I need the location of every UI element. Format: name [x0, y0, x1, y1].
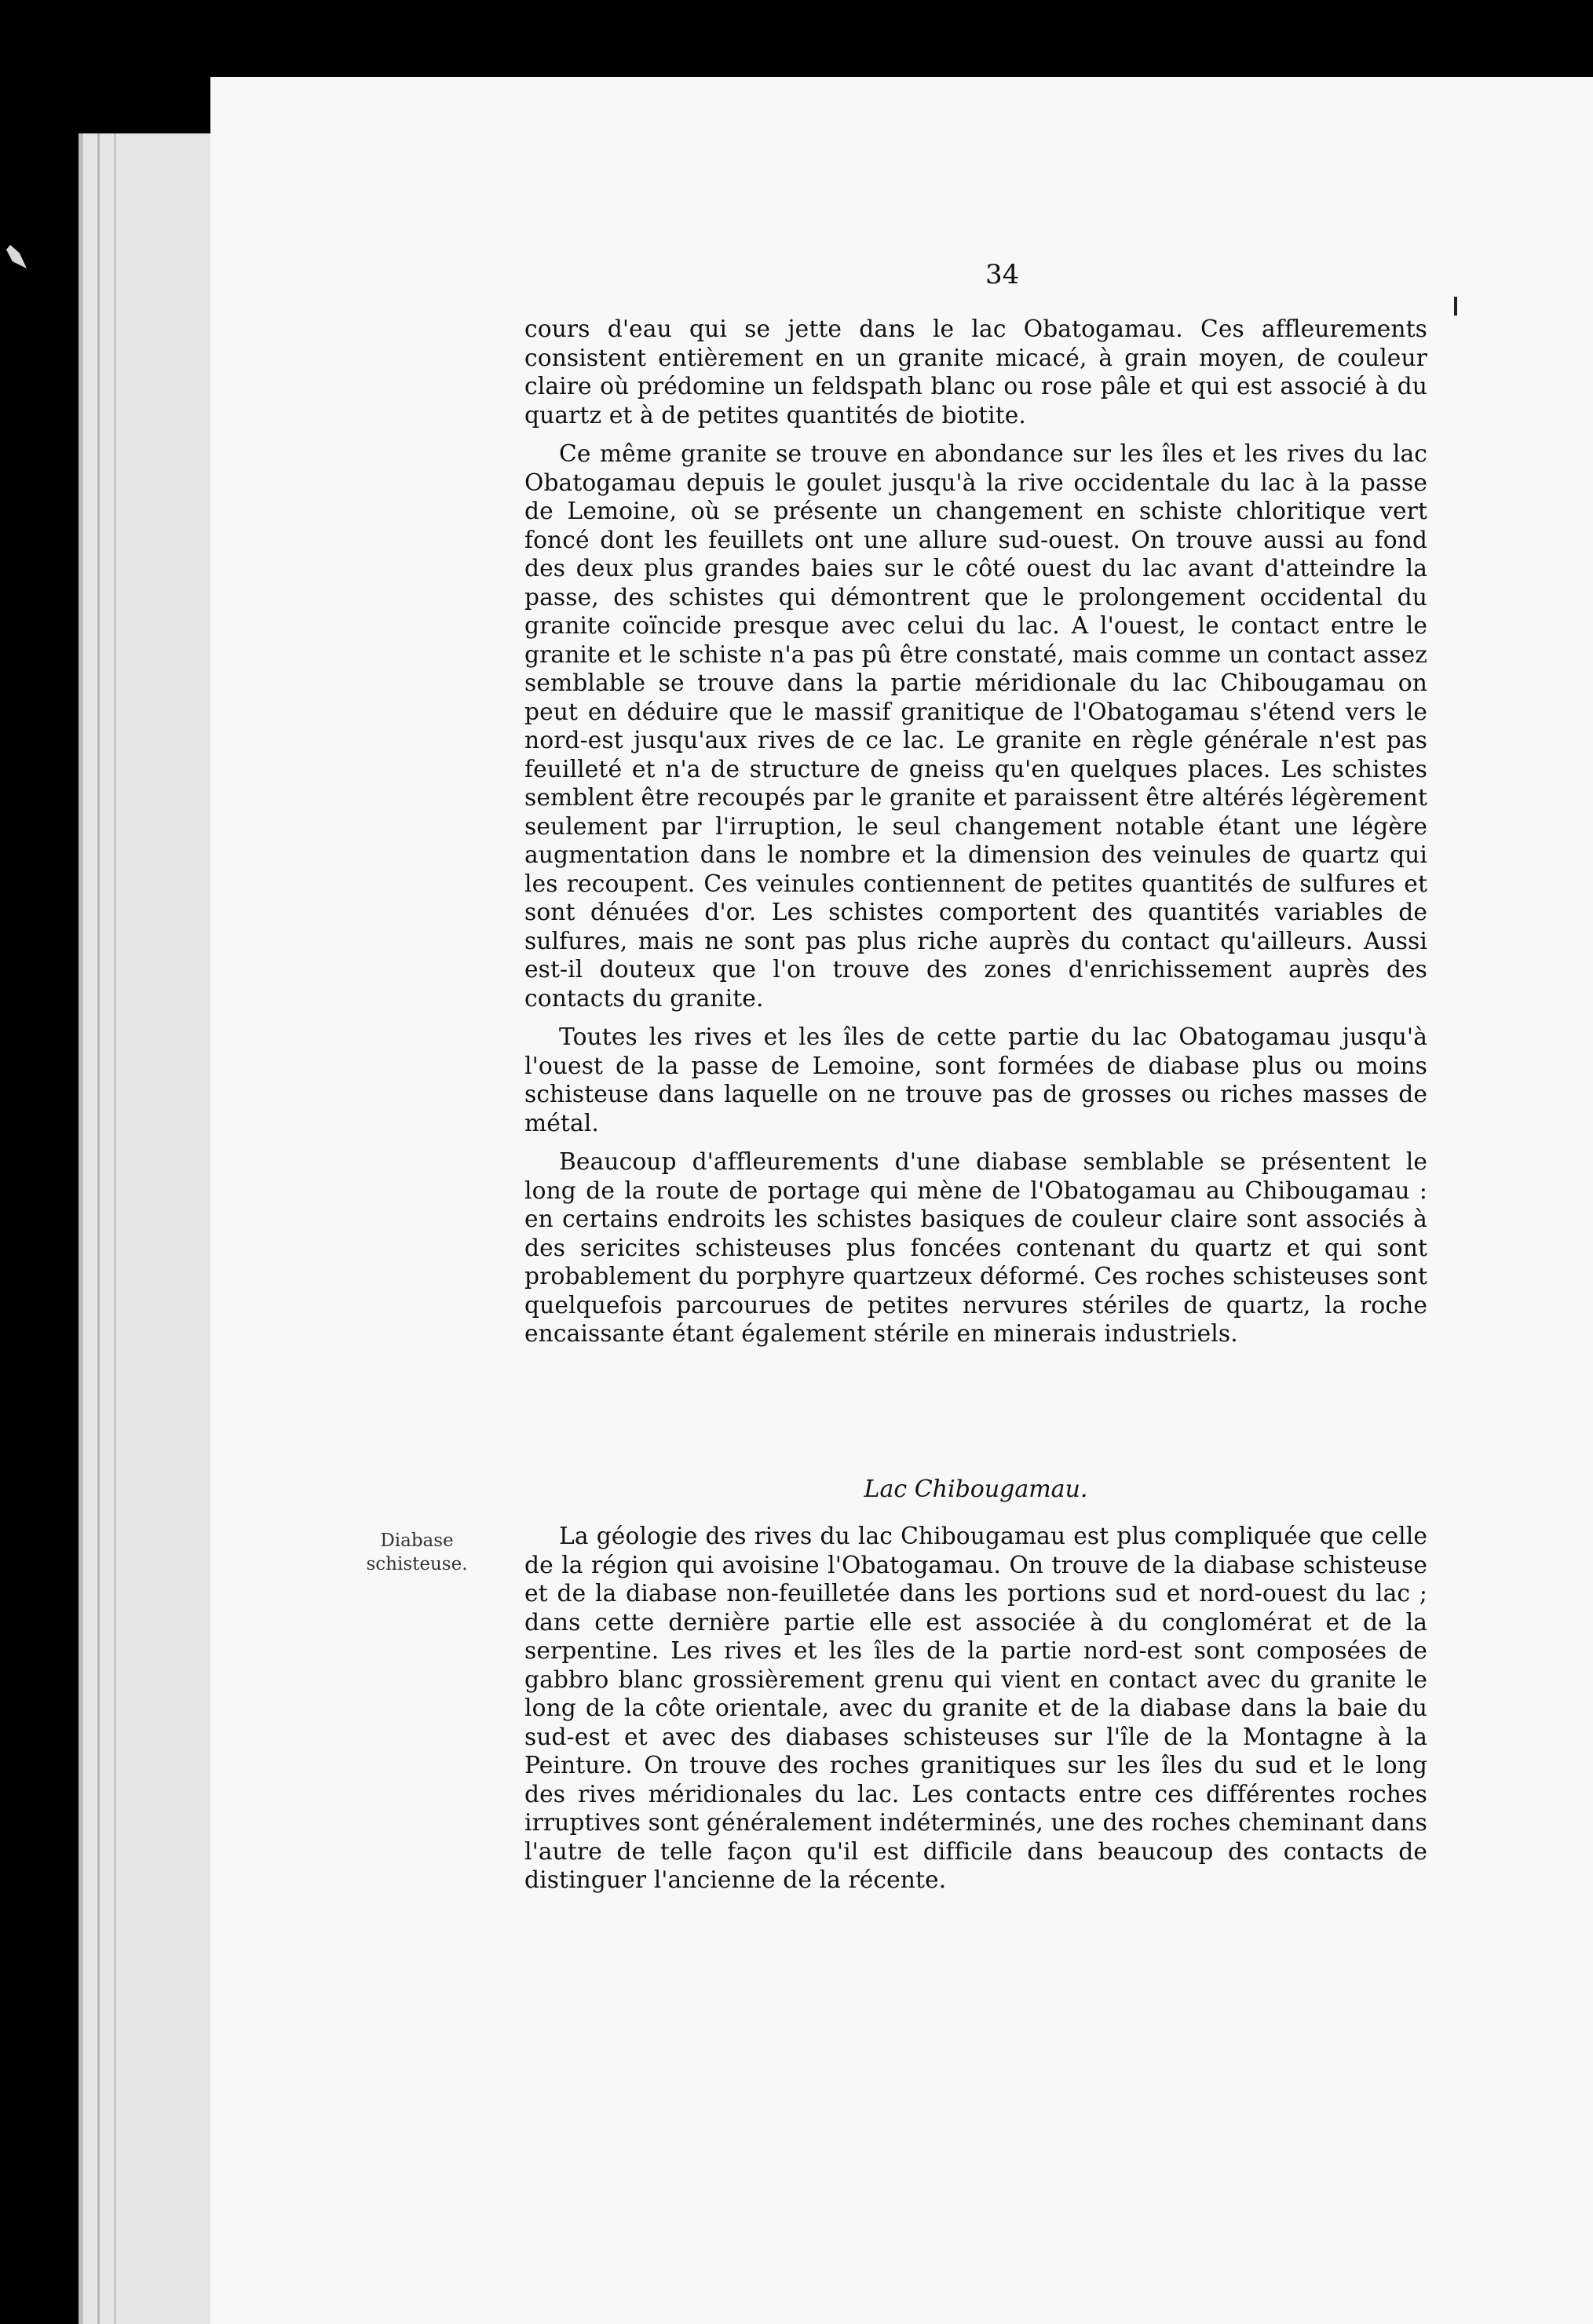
page-number: 34: [985, 259, 1020, 290]
edge-mark: [1454, 297, 1457, 316]
section-heading: Lac Chibougamau.: [864, 1476, 1088, 1503]
top-text-block: [524, 316, 1427, 1349]
paragraph-5: La géologie des rives du lac Chibougamau est plus compliquée que celle de la région qui avoisine l'Obatogamau. On trouve de la diabase schisteuse et de la diabase non-feuilletée dans les portions sud et nord-ouest du lac ; dans cette dernière partie elle est associée à du conglomérat et de la serpentine. Les rives et les îles de la partie nord-est sont composées de gabbro blanc grossièrement grenu qui vient en contact avec du granite le long de la côte orientale, avec du granite et de la diabase dans la baie du sud-est et avec des diabases schisteuses sur l'île de la Montagne à la Peinture. On trouve des roches granitiques sur les îles du sud et le long des rives méridionales du lac. Les contacts entre ces différentes roches irruptives sont généralement indéterminés, une des roches cheminant dans l'autre de telle façon qu'il est difficile dans beaucoup des contacts de distinguer l'ancienne de la récente.: [524, 1523, 1427, 1894]
scan-speck: [6, 245, 27, 268]
paragraph-1: cours d'eau qui se jette dans le lac Obatogamau. Ces affleurements consistent entièrement en un granite micacé, à grain moyen, de couleur claire où prédomine un feldspath blanc ou rose pâle et qui est associé à du quartz et à de petites quantités de biotite.: [524, 316, 1427, 429]
bottom-text-block: [524, 1523, 1427, 1895]
paragraph-2: Ce même granite se trouve en abondance sur les îles et les rives du lac Obatogamau depuis le goulet jusqu'à la rive occidentale du lac à la passe de Lemoine, où se présente un changement en schiste chloritique vert foncé dont les feuillets ont une allure sud-ouest. On trouve aussi au fond des deux plus grandes baies sur le côté ouest du lac avant d'atteindre la passe, des schistes qui démontrent que le prolongement occidental du granite coïncide presque avec celui du lac. A l'ouest, le contact entre le granite et le schiste n'a pas pû être constaté, mais comme un contact assez semblable se trouve dans la partie méridionale du lac Chibougamau on peut en déduire que le massif granitique de l'Obatogamau s'étend vers le nord-est jusqu'aux rives de ce lac. Le granite en règle générale n'est pas feuilleté et n'a de structure de gneiss qu'en quelques places. Les schistes semblent être recoupés par le granite et paraissent être altérés légèrement seulement par l'irruption, le seul changement notable étant une légère augmentation dans le nombre et la dimension des veinules de quartz qui les recoupent. Ces veinules contiennent de petites quantités de sulfures et sont dénuées d'or. Les schistes comportent des quantités variables de sulfures, mais ne sont pas plus riche auprès du contact qu'ailleurs. Aussi est-il douteux que l'on trouve des zones d'enrichissement auprès des contacts du granite.: [524, 440, 1427, 1012]
side-note: Diabase schisteuse.: [366, 1530, 468, 1574]
paragraph-3: Toutes les rives et les îles de cette partie du lac Obatogamau jusqu'à l'ouest de la passe de Lemoine, sont formées de diabase plus ou moins schisteuse dans laquelle on ne trouve pas de grosses ou riches masses de métal.: [524, 1023, 1427, 1137]
paragraph-4: Beaucoup d'affleurements d'une diabase semblable se présentent le long de la route de portage qui mène de l'Obatogamau au Chibougamau : en certains endroits les schistes basiques de couleur claire sont associés à des sericites schisteuses plus foncées contenant du quartz et qui sont probablement du porphyre quartzeux déformé. Ces roches schisteuses sont quelquefois parcourues de petites nervures stériles de quartz, la roche encaissante étant également stérile en minerais industriels.: [524, 1148, 1427, 1348]
